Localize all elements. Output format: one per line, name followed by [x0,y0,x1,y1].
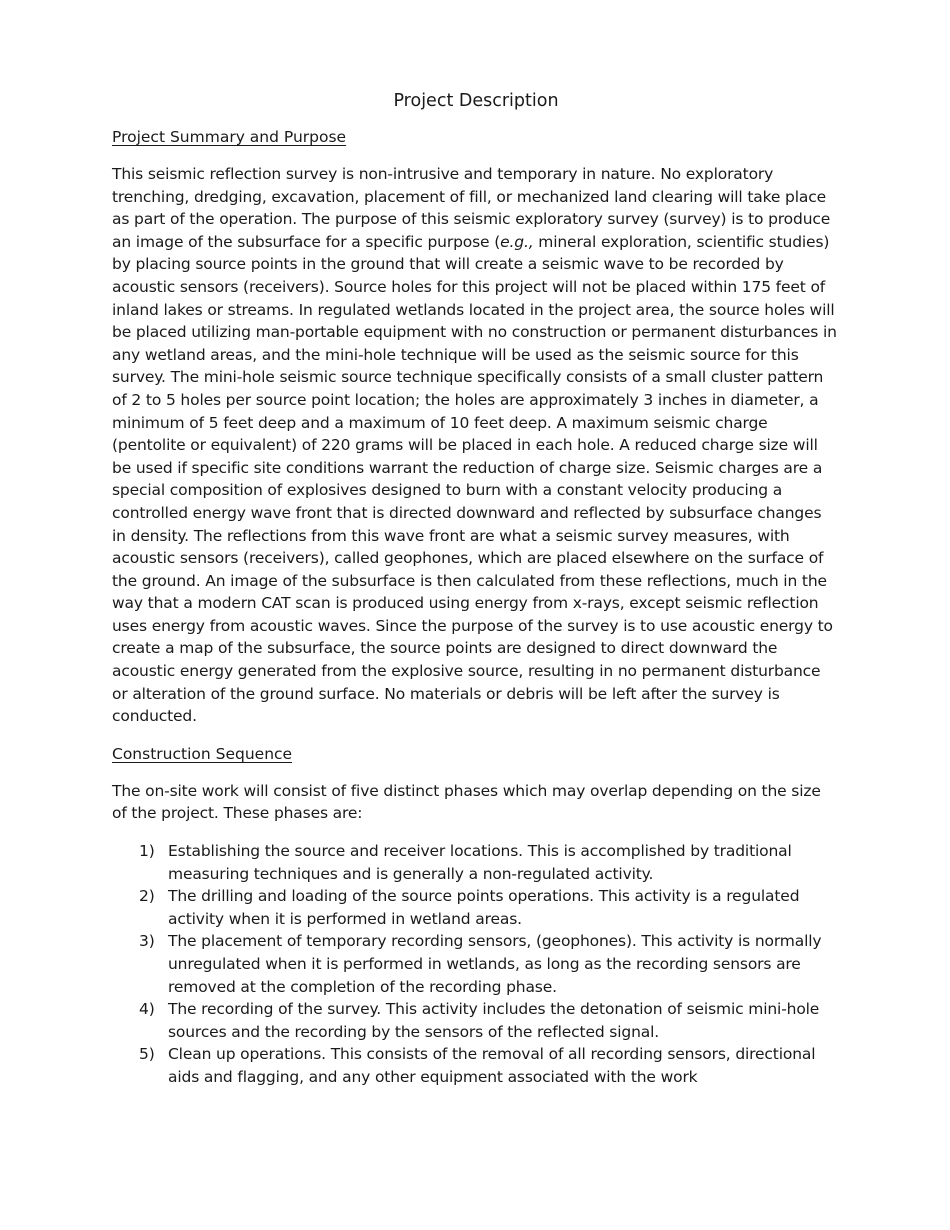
list-item-text: The recording of the survey. This activity includes the detonation of seismic mini-hole sources and the recording by the sensors of the reflected signal. [168,1000,820,1041]
list-item-number: 1) [139,842,155,861]
list-item-number: 2) [139,887,155,906]
list-item-text: The drilling and loading of the source points operations. This activity is a regulated activity when it is performed in wetland areas. [168,887,800,928]
list-item-number: 4) [139,1000,155,1019]
document-page [112,88,840,1089]
list-item [112,885,840,930]
list-item [112,998,840,1043]
section-heading-summary: Project Summary and Purpose [112,128,347,146]
summary-paragraph [112,163,840,728]
summary-emphasis: e.g., [500,232,534,251]
list-item-number: 5) [139,1045,155,1064]
page-title: Project Description [393,91,559,111]
section-heading-construction: Construction Sequence [112,744,293,763]
list-item-text: Establishing the source and receiver locations. This is accomplished by traditional measuring techniques and is generally a non-regulated activity. [168,842,792,883]
list-item-text: The placement of temporary recording sensors, (geophones). This activity is normally unregulated when it is performed in wetlands, as long as the recording sensors are removed at the completion of the recording phase. [168,932,822,996]
phase-list [112,840,840,1089]
list-item [112,1043,840,1088]
construction-intro: The on-site work will consist of five distinct phases which may overlap depending on the size of the project. These phases are: [112,781,821,823]
list-item [112,930,840,998]
list-item [112,840,840,885]
list-item-text: Clean up operations. This consists of the removal of all recording sensors, directional aids and flagging, and any other equipment associated with the work [168,1045,816,1086]
summary-text-part-1: This seismic reflection survey is non-intrusive and temporary in nature. No exploratory trenching, dredging, excavation, placement of fill, or mechanized land clearing will take place as part of the operation. The purpose of this seismic exploratory survey (survey) is to produce an image of the subsurface for a specific purpose ( [112,165,831,251]
list-item-number: 3) [139,932,155,951]
summary-text-part-2: mineral exploration, scientific studies) by placing source points in the ground that will create a seismic wave to be recorded by acoustic sensors (receivers). Source holes for this project will not be placed within 175 feet of inland lakes or streams. In regulated wetlands located in the project area, the source holes will be placed utilizing man-portable equipment with no construction or permanent disturbances in any wetland areas, and the mini-hole technique will be used as the seismic source for this survey. The mini-hole seismic source technique specifically consists of a small cluster pattern of 2 to 5 holes per source point location; the holes are approximately 3 inches in diameter, a minimum of 5 feet deep and a maximum of 10 feet deep. A maximum seismic charge (pentolite or equivalent) of 220 grams will be placed in each hole. A reduced charge size will be used if specific site conditions warrant the reduction of charge size. Seismic charges are a special composition of explosives designed to burn with a constant velocity producing a controlled energy wave front that is directed downward and reflected by subsurface changes in density. The reflections from this wave front are what a seismic survey measures, with acoustic sensors (receivers), called geophones, which are placed elsewhere on the surface of the ground. An image of the subsurface is then calculated from these reflections, much in the way that a modern CAT scan is produced using energy from x-rays, except seismic reflection uses energy from acoustic waves. Since the purpose of the survey is to use acoustic energy to create a map of the subsurface, the source points are designed to direct downward the acoustic energy generated from the explosive source, resulting in no permanent disturbance or alteration of the ground surface. No materials or debris will be left after the survey is conducted. [112,232,837,726]
